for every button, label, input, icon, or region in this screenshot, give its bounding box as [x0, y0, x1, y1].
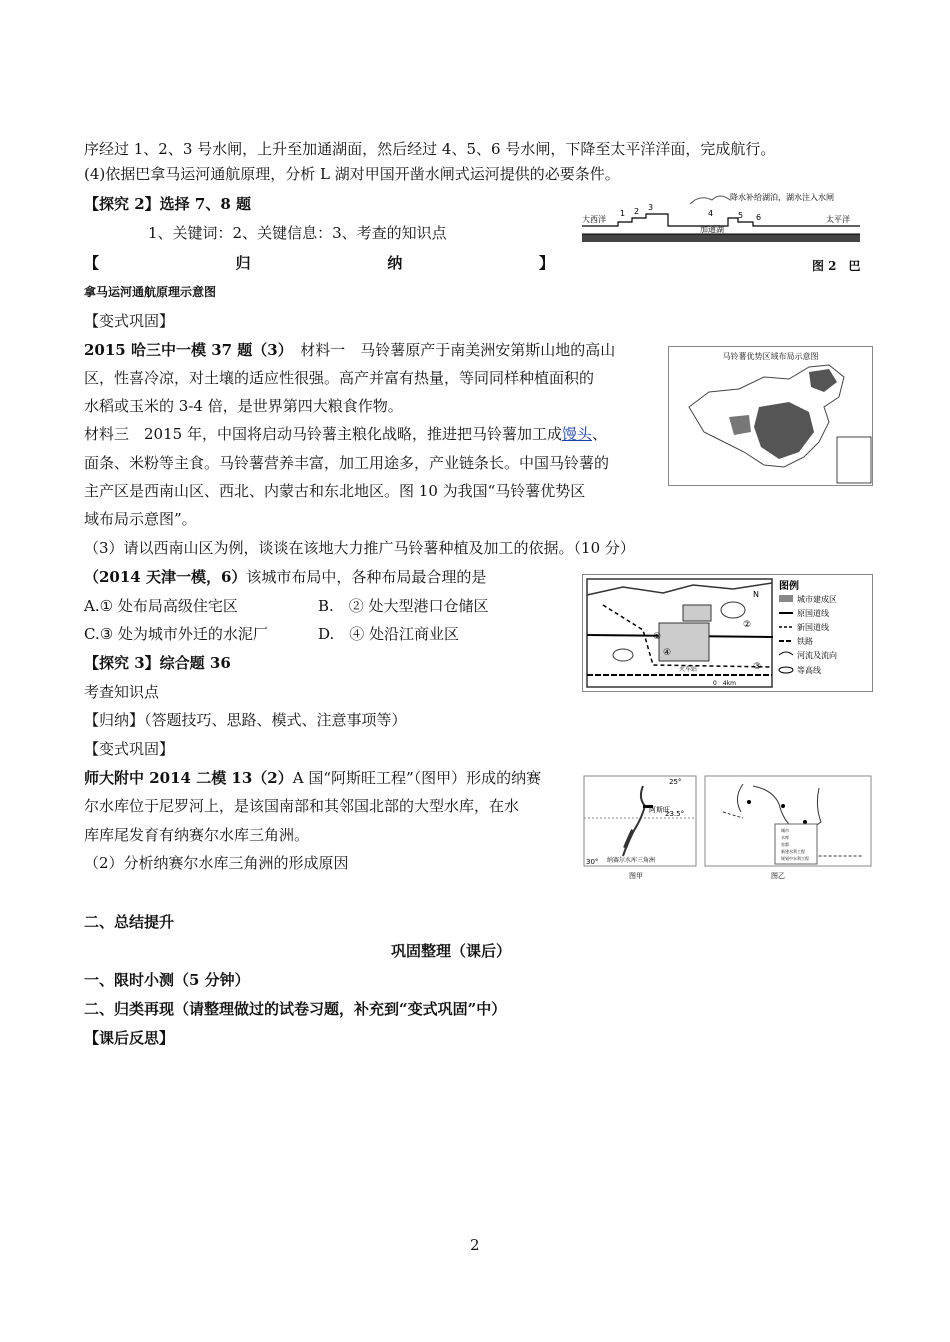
text-line [84, 424, 607, 444]
marker-4: ④ [663, 648, 672, 658]
aswan-figure [583, 772, 873, 882]
figure-caption: 图 2 巴 [812, 259, 861, 273]
text-segment: 材料三 2015 年，中国将启动马铃薯主粮化战略，推进把马铃薯加工成 [84, 425, 562, 443]
text-line: 考查知识点 [84, 683, 160, 701]
legend-item: 新建水利工程 [781, 849, 805, 854]
text-line: 区，性喜冷凉，对土壤的适应性很强。高产并富有热量，等同同样种植面积的 [84, 369, 595, 387]
marker-3: ③ [753, 662, 762, 672]
question-source: （2014 天津一模，6） [84, 568, 247, 586]
legend-item: 首都 [781, 842, 789, 847]
canal-lake-label: 加通湖 [700, 225, 724, 234]
text-line: (4)依据巴拿马运河通航原理，分析 L 湖对甲国开凿水闸式运河提供的必要条件。 [84, 165, 620, 183]
canal-ground [582, 234, 860, 242]
text-line: 面条、米粉等主食。马铃薯营养丰富，加工用途多，产业链条长。中国马铃薯的 [84, 454, 610, 472]
canal-left-label: 大西洋 [582, 215, 606, 224]
section-heading-reflection: 【课后反思】 [84, 1029, 175, 1047]
summary-bracket-line [84, 253, 554, 273]
text-line: 尔水库位于尼罗河上，是该国南部和其邻国北部的大型水库，在水 [84, 797, 520, 815]
question-line [84, 768, 541, 788]
question-line [84, 340, 615, 360]
mantou-link[interactable]: 馒头 [561, 425, 592, 443]
city-map [583, 575, 872, 691]
text-line: 水稻或玉米的 3-4 倍，是世界第四大粮食作物。 [84, 397, 403, 415]
lat-label: 25° [669, 778, 682, 786]
lock-label: 2 [634, 207, 640, 216]
legend-item: 规划中水利工程 [781, 856, 809, 861]
lat-label: 30° [586, 858, 599, 866]
marker-1: ① [653, 632, 662, 642]
canal-diagram [578, 188, 864, 254]
legend-title: 图例 [779, 581, 799, 592]
option-a: A.① 处布局高级住宅区 [84, 597, 238, 615]
lock-label: 1 [620, 209, 626, 218]
question-prompt: （3）请以西南山区为例，谈谈在该地大力推广马铃薯种植及加工的依据。（10 分） [84, 539, 635, 557]
legend-item: 新国道线 [797, 623, 829, 632]
question-text: A 国“阿斯旺工程”（图甲）形成的纳赛 [292, 769, 542, 787]
variant-heading: 【变式巩固】 [84, 312, 175, 330]
legend-item: 城市 [781, 828, 789, 833]
section-heading-explore-2: 【探究 2】选择 7、8 题 [84, 195, 251, 213]
lock-label: 6 [756, 213, 762, 222]
section-heading-explore-3: 【探究 3】综合题 36 [84, 654, 231, 672]
legend-item: 原国道线 [797, 609, 829, 618]
keywords-line: 1、关键词：2、关键信息：3、考查的知识点 [148, 224, 447, 242]
legend-item: 铁路 [797, 637, 813, 646]
figure-caption: 图甲 [629, 872, 643, 880]
option-d: D. ④ 处沿江商业区 [318, 625, 460, 643]
canal-top-label: 降水补给湖泊，湖水注入水闸 [730, 193, 834, 202]
legend-item: 城市建成区 [797, 595, 837, 604]
legend-item: 水库 [781, 835, 789, 840]
question-source: 2015 哈三中一模 37 题（3） [84, 341, 286, 359]
text-line: 库库尾发育有纳赛尔水库三角洲。 [84, 826, 310, 844]
north-arrow: N [753, 590, 759, 599]
potato-map-figure [668, 346, 873, 486]
question-source: 师大附中 2014 二模 13（2） [84, 769, 293, 787]
text-line: 序经过 1、2、3 号水闸，上升至加通湖面，然后经过 4、5、6 号水闸，下降至太平洋洋面，完成航行。 [84, 140, 776, 158]
question-text: 该城市布局中，各种布局最合理的是 [246, 568, 487, 586]
variant-heading: 【变式巩固】 [84, 740, 175, 758]
scale-bar: 0 4km [713, 680, 736, 687]
option-c: C.③ 处为城市外迁的水泥厂 [84, 625, 268, 643]
page-number: 2 [470, 1236, 480, 1254]
potato-map-title: 马铃薯优势区域布局示意图 [722, 352, 819, 361]
section-heading-review: 二、归类再现（请整理做过的试卷习题，补充到“变式巩固”中） [84, 1000, 507, 1018]
text-line: 域布局示意图”。 [84, 510, 197, 528]
aswan-maps [583, 772, 873, 882]
bracket-open: 【 [84, 254, 100, 272]
lat-label: 23.5° [665, 810, 685, 818]
legend-item: 河流及流向 [797, 651, 837, 660]
summary-char: 纳 [387, 254, 403, 272]
text-segment: 、 [591, 425, 607, 443]
summary-char: 归 [235, 254, 251, 272]
city-layout-figure [582, 574, 873, 692]
section-heading-quiz: 一、限时小测（5 分钟） [84, 971, 250, 989]
question-prompt: （2）分析纳赛尔水库三角洲的形成原因 [84, 854, 349, 872]
figure-caption: 拿马运河通航原理示意图 [84, 285, 217, 299]
marker-2: ② [743, 620, 752, 630]
china-map [669, 347, 872, 485]
section-heading-consolidate: 巩固整理（课后） [391, 942, 512, 960]
figure-caption: 图乙 [771, 872, 785, 880]
text-line: 主产区是西南山区、西北、内蒙古和东北地区。图 10 为我国“马铃薯优势区 [84, 482, 586, 500]
summary-heading: 【归纳】（答题技巧、思路、模式、注意事项等） [84, 711, 407, 729]
bracket-close: 】 [538, 254, 554, 272]
legend-item: 等高线 [797, 666, 821, 675]
lock-label: 3 [648, 203, 654, 212]
question-text: 材料一 马铃薯原产于南美洲安第斯山地的高山 [285, 341, 616, 359]
question-line [84, 567, 486, 587]
lock-label: 4 [708, 209, 714, 218]
city-label: 阿斯旺 [649, 806, 670, 814]
option-b: B. ② 处大型港口仓储区 [318, 597, 489, 615]
lock-label: 5 [738, 211, 744, 220]
delta-label: 纳赛尔水库三角洲 [607, 857, 656, 864]
section-heading-summary: 二、总结提升 [84, 913, 175, 931]
station-label: 火车站 [679, 666, 698, 673]
canal-right-label: 太平洋 [826, 215, 850, 224]
